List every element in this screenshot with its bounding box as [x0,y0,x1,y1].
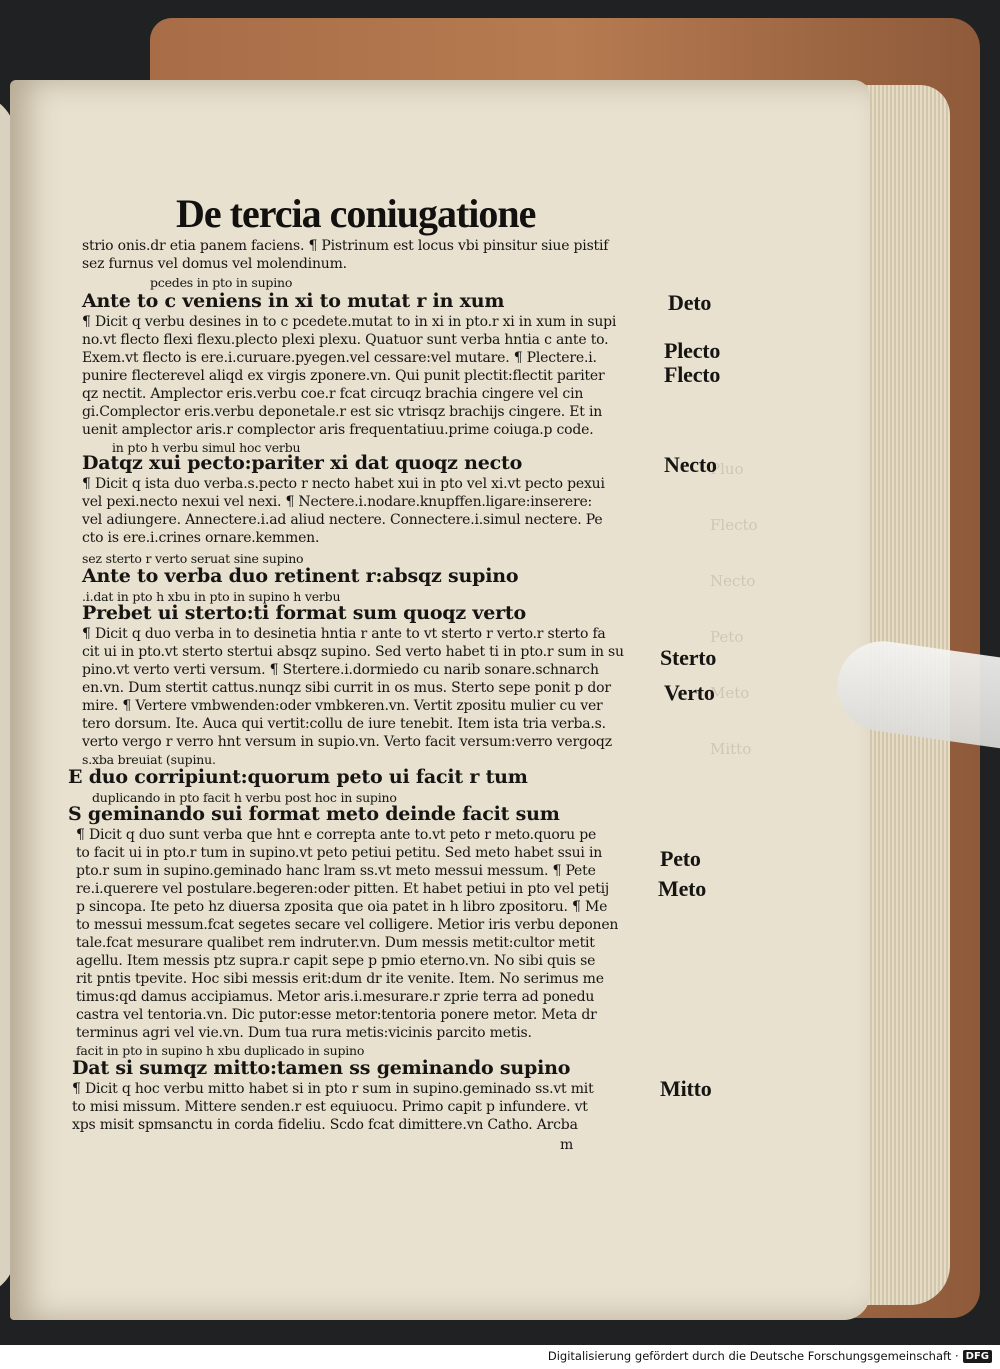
catchword: m [560,1137,574,1153]
margin-word: Mitto [660,1076,712,1101]
text-line: tero dorsum. Ite. Auca qui vertit:collu de iure tenebit. Item ista tria verba.s. [82,716,606,732]
ghost-word: Pluo [710,460,744,478]
margin-word: Plecto [664,338,721,363]
footer-text: Digitalisierung gefördert durch die Deutsche Forschungsgemeinschaft · [547,1349,959,1363]
gloss-line: .i.dat in pto h xbu in pto in supino h verbu [82,589,341,604]
text-line: to messui messum.fcat segetes secare vel colligere. Metior iris verbu deponen [76,917,619,933]
text-line: mire. ¶ Vertere vmbwenden:oder vmbkeren.vn. Vertit zpositu mulier cu ver [82,698,603,714]
text-line: castra vel tentoria.vn. Dic putor:esse metor:tentoria ponere metor. Meta dr [76,1007,597,1023]
gloss-line: in pto h verbu simul hoc verbu [112,440,301,455]
text-line: en.vn. Dum stertit cattus.nunqz sibi currit in os mus. Sterto sepe ponit p dor [82,680,611,696]
ghost-word: Flecto [710,516,758,534]
verse-line: S geminando sui format meto deinde facit sum [68,803,560,825]
gloss-line: s.xba breuiat (supinu. [82,752,216,767]
text-line: verto vergo r verro hnt versum in supio.vn. Verto facit versum:verro vergoqz [82,734,612,750]
text-line: pino.vt verto verti versum. ¶ Stertere.i.dormiedo cu narib sonare.schnarch [82,662,599,678]
ghost-word: Necto [710,572,756,590]
text-line: vel pexi.necto nexui vel nexi. ¶ Nectere.i.nodare.knupffen.ligare:inserere: [82,494,593,510]
text-line: xps misit spmsanctu in corda fideliu. Scdo fcat dimittere.vn Catho. Arcba [72,1117,578,1133]
text-line: sez furnus vel domus vel molendinum. [82,256,347,272]
footer-credit [548,1347,992,1365]
text-line: ¶ Dicit q verbu desines in to c pcedete.mutat to in xi in pto.r xi in xum in supi [82,314,617,330]
show-through-text [710,460,800,1080]
verse-line: E duo corripiunt:quorum peto ui facit r tum [68,766,528,788]
margin-word: Necto [664,452,717,477]
text-line: to facit ui in pto.r tum in supino.vt peto petiui petitu. Sed meto habet ssui in [76,845,603,861]
text-line: tale.fcat mesurare qualibet rem indruter.vn. Dum messis metit:cultor metit [76,935,595,951]
text-line: ¶ Dicit q duo sunt verba que hnt e correpta ante to.vt peto r meto.quoru pe [76,827,597,843]
ghost-word: Peto [710,628,744,646]
text-line: ¶ Dicit q ista duo verba.s.pecto r necto habet xui in pto vel xi.vt pecto pexui [82,476,605,492]
verse-line: Prebet ui sterto:ti format sum quoqz verto [82,602,526,624]
text-line: Exem.vt flecto is ere.i.curuare.pyegen.vel cessare:vel mutare. ¶ Plectere.i. [82,350,597,366]
text-line: vel adiungere. Annectere.i.ad aliud nectere. Connectere.i.simul nectere. Pe [82,512,603,528]
verse-line: Datqz xui pecto:pariter xi dat quoqz necto [82,452,523,474]
margin-word: Flecto [664,362,721,387]
margin-word: Sterto [660,645,717,670]
text-line: agellu. Item messis ptz supra.r capit sepe p pmio eterno.vn. No sibi quis se [76,953,596,969]
text-line: gi.Complector eris.verbu deponetale.r est sic vtrisqz brachijs cingere. Et in [82,404,603,420]
text-line: p sincopa. Ite peto hz diuersa zposita que oia patet in h libro zpositoru. ¶ Me [76,899,608,915]
text-line: to misi missum. Mittere senden.r est equiuocu. Primo capit p infundere. vt [72,1099,588,1115]
verse-line: Dat si sumqz mitto:tamen ss geminando supino [72,1057,571,1079]
page-heading: De tercia coniugatione [176,191,536,236]
ghost-word: Mitto [710,740,752,758]
margin-word: Meto [658,876,707,901]
text-line: cto is ere.i.crines ornare.kemmen. [82,530,320,546]
dfg-logo: DFG [963,1350,992,1363]
margin-word: Peto [660,846,701,871]
margin-word: Verto [664,680,715,705]
verse-line: Ante to c veniens in xi to mutat r in xum [82,290,505,312]
text-line: cit ui in pto.vt sterto stertui absqz supino. Sed verto habet ti in pto.r sum in su [82,644,624,660]
text-line: rit pntis tpevite. Hoc sibi messis erit:dum dr ite venite. Item. No serimus me [76,971,604,987]
ghost-word: Meto [710,684,750,702]
text-line: uenit amplector aris.r complector aris frequentatiuu.prime coiuga.p code. [82,422,594,438]
text-line: ¶ Dicit q duo verba in to desinetia hntia r ante to vt sterto r verto.r sterto fa [82,626,606,642]
text-line: timus:qd damus accipiamus. Metor aris.i.mesurare.r zprie terra ad ponedu [76,989,595,1005]
text-line: strio onis.dr etia panem faciens. ¶ Pistrinum est locus vbi pinsitur siue pistif [82,238,609,254]
gloss-line: facit in pto in supino h xbu duplicado in supino [76,1043,365,1058]
text-line: no.vt flecto flexi flexu.plecto plexi plexu. Quatuor sunt verba hntia c ante to. [82,332,609,348]
text-line: pto.r sum in supino.geminado hanc lram ss.vt meto messui messum. ¶ Pete [76,863,596,879]
gloss-line: duplicando in pto facit h verbu post hoc in supino [92,790,397,805]
gloss-line: sez sterto r verto seruat sine supino [82,551,304,566]
text-line: re.i.querere vel postulare.begeren:oder pitten. Et habet petiui in pto vel petij [76,881,610,897]
text-line: qz nectit. Amplector eris.verbu coe.r fcat circuqz brachia cingere vel cin [82,386,584,402]
text-line: ¶ Dicit q hoc verbu mitto habet si in pto r sum in supino.geminado ss.vt mit [72,1081,594,1097]
verse-line: Ante to verba duo retinent r:absqz supino [82,565,519,587]
text-line: terminus agri vel vie.vn. Dum tua rura metis:vicinis parcito metis. [76,1025,532,1041]
text-line: punire flecterevel aliqd ex virgis zponere.vn. Qui punit plectit:flectit pariter [82,368,605,384]
gloss-line: pcedes in pto in supino [150,275,293,290]
margin-word: Deto [668,290,712,315]
